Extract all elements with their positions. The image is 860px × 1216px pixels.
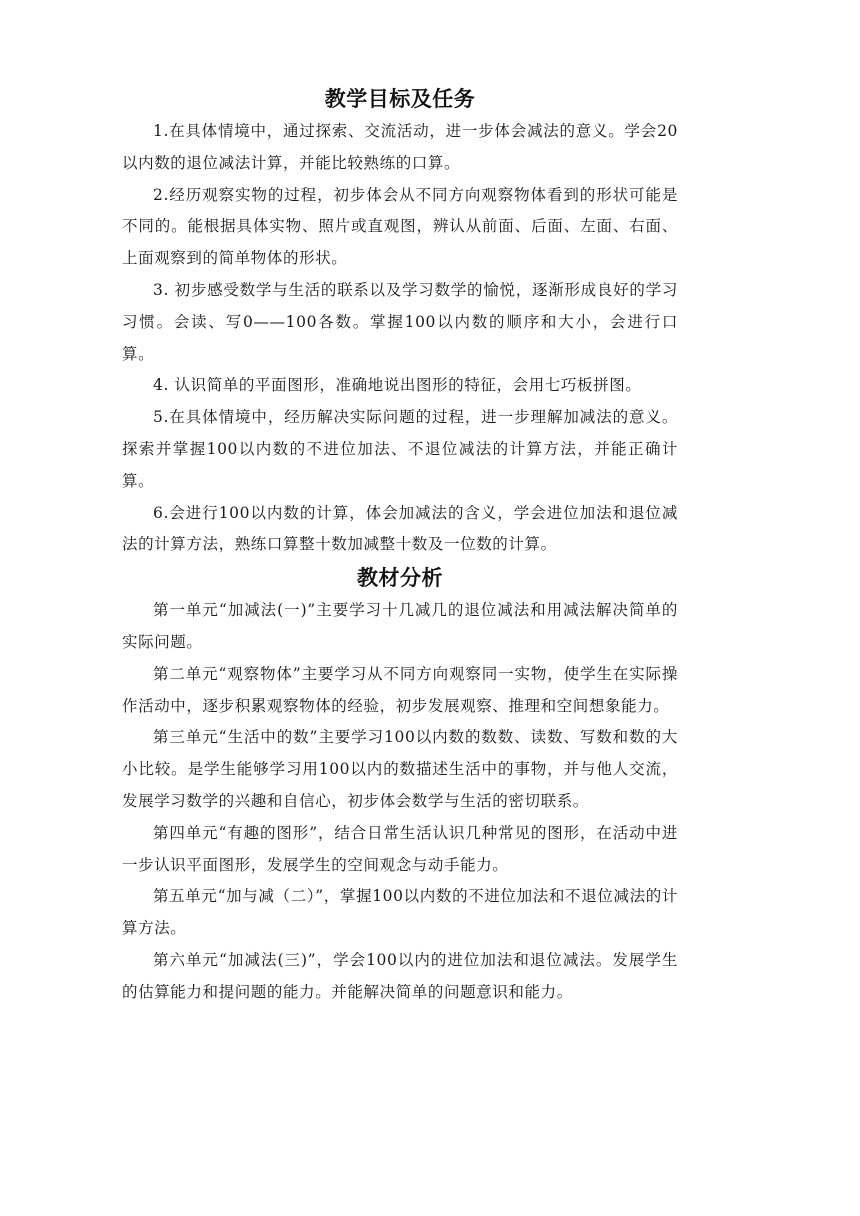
paragraph: 第六单元“加减法(三)”，学会100以内的进位加法和退位减法。发展学生的估算能力和提问题的能力。并能解决简单的问题意识和能力。 <box>122 950 678 1001</box>
section-title: 教材分析 <box>357 566 443 591</box>
paragraph: 6.会进行100以内数的计算，体会加减法的含义，学会进位加法和退位减法的计算方法，熟练口算整十数加减整十数及一位数的计算。 <box>122 503 678 554</box>
paragraph: 5.在具体情境中，经历解决实际问题的过程，进一步理解加减法的意义。探索并掌握100以内数的不进位加法、不退位减法的计算方法，并能正确计算。 <box>122 408 678 490</box>
section-teaching-goals <box>122 82 678 561</box>
paragraph: 第一单元“加减法(一)”主要学习十几减几的退位减法和用减法解决简单的实际问题。 <box>122 601 678 651</box>
paragraph: 2.经历观察实物的过程，初步体会从不同方向观察物体看到的形状可能是不同的。能根据具体实物、照片或直观图，辨认从前面、后面、左面、右面、上面观察到的简单物体的形状。 <box>122 185 678 268</box>
paragraph: 1.在具体情境中，通过探索、交流活动，进一步体会减法的意义。学会20以内数的退位减法计算，并能比较熟练的口算。 <box>122 122 678 172</box>
paragraph: 第三单元“生活中的数”主要学习100以内数的数数、读数、写数和数的大小比较。是学生能够学习用100以内的数描述生活中的事物，并与他人交流，发展学习数学的兴趣和自信心，初步体会数学与生活的密切联系。 <box>122 728 678 810</box>
section-title: 教学目标及任务 <box>324 87 476 111</box>
paragraph: 3. 初步感受数学与生活的联系以及学习数学的愉悦，逐渐形成良好的学习习惯。会读、写0——100各数。掌握100以内数的顺序和大小，会进行口算。 <box>122 280 678 363</box>
paragraph: 4. 认识简单的平面图形，准确地说出图形的特征，会用七巧板拼图。 <box>153 376 642 395</box>
section-textbook-analysis <box>122 561 678 1008</box>
document-page <box>122 82 678 1009</box>
paragraph: 第五单元“加与减（二）”，掌握100以内数的不进位加法和不退位减法的计算方法。 <box>122 887 678 938</box>
paragraph: 第四单元“有趣的图形”，结合日常生活认识几种常见的图形，在活动中进一步认识平面图形，发展学生的空间观念与动手能力。 <box>122 823 678 874</box>
paragraph: 第二单元“观察物体”主要学习从不同方向观察同一实物，使学生在实际操作活动中，逐步积累观察物体的经验，初步发展观察、推理和空间想象能力。 <box>122 664 678 715</box>
